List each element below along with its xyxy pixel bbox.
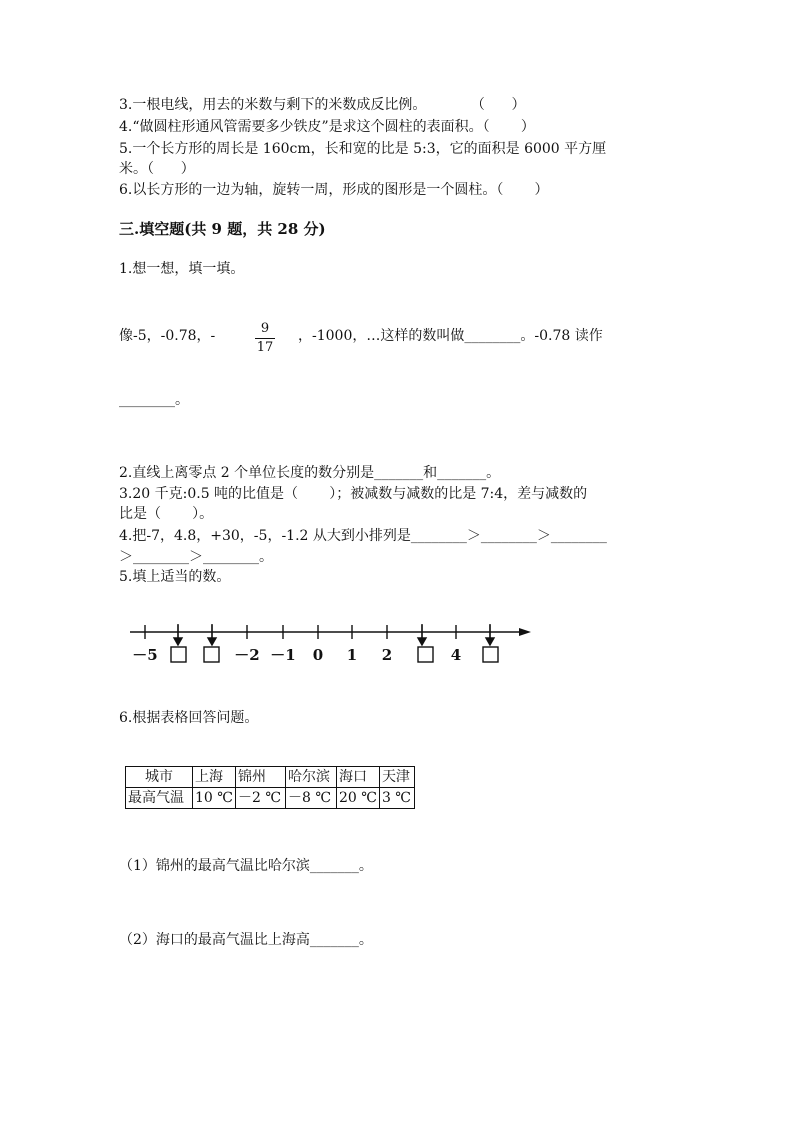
table-cell: 10 ℃ [193,788,236,809]
down-arrow-icons [174,624,494,645]
number-line-label: 2 [381,646,393,664]
table-row [126,788,415,809]
table-cell: 哈尔滨 [286,767,337,788]
number-line-label: －1 [270,646,296,664]
number-line-label: －5 [132,646,158,664]
answer-box[interactable] [483,647,498,662]
fraction-numerator: 9 [260,321,270,336]
table-cell: －2 ℃ [236,788,286,809]
fraction-denominator: 17 [256,340,274,355]
table-cell: 20 ℃ [337,788,380,809]
q6-sub1: （1）锦州的最高气温比哈尔滨_______。 [119,858,373,874]
table-cell: 城市 [126,767,193,788]
table-cell: 天津 [379,767,414,788]
down-arrow-icon [174,624,182,645]
q3-line1: 3.20 千克:0.5 吨的比值是（ ）；被减数与减数的比是 7:4，差与减数的 [119,486,588,502]
q6-title: 6.根据表格回答问题。 [119,710,259,726]
q6-sub2: （2）海口的最高气温比上海高_______。 [119,932,373,948]
judge-item-6: 6.以长方形的一边为轴，旋转一周，形成的图形是一个圆柱。（ ） [119,182,549,198]
number-line-label: －2 [234,646,260,664]
judge-item-3: 3.一根电线，用去的米数与剩下的米数成反比例。 （ ） [119,97,526,113]
q1-line-part1: 像-5，-0.78，- [119,328,216,344]
q1-line-part2: ，-1000，…这样的数叫做________。-0.78 读作 [298,328,603,344]
q3-line2: 比是（ ）。 [119,506,214,522]
q2-text: 2.直线上离零点 2 个单位长度的数分别是_______和_______。 [119,465,501,481]
table-cell: 最高气温 [126,788,193,809]
number-line [0,620,794,680]
section-heading: 三.填空题(共 9 题，共 28 分) [119,220,326,238]
q1-title: 1.想一想，填一填。 [119,261,245,277]
fraction-bar [255,338,275,339]
down-arrow-icon [418,624,426,645]
judge-item-4: 4.“做圆柱形通风管需要多少铁皮”是求这个圆柱的表面积。（ ） [119,119,535,135]
q4-line1: 4.把-7，4.8，+30，-5，-1.2 从大到小排列是________＞________＞________ [119,528,607,544]
down-arrow-icon [486,624,494,645]
judge-item-5-cont: 米。（ ） [119,161,195,177]
table-cell: 锦州 [236,767,286,788]
answer-box[interactable] [204,647,219,662]
judge-item-5: 5.一个长方形的周长是 160cm，长和宽的比是 5:3，它的面积是 6000 平方厘 [119,141,607,157]
temperature-table [125,766,415,809]
number-line-arrowhead [519,628,531,636]
table-cell: 3 ℃ [379,788,414,809]
table-cell: 海口 [337,767,380,788]
table-header-row [126,767,415,788]
table-cell: －8 ℃ [286,788,337,809]
q1-line-cont: ________。 [119,392,189,408]
number-line-label: 0 [312,646,324,664]
down-arrow-icon [208,624,216,645]
q5-title: 5.填上适当的数。 [119,569,231,585]
number-line-label: 1 [346,646,358,664]
answer-box[interactable] [171,647,186,662]
table-cell: 上海 [193,767,236,788]
number-line-label: 4 [450,646,462,664]
answer-box[interactable] [418,647,433,662]
q4-line2: ＞________＞________。 [119,549,273,565]
q1-fraction [253,321,277,356]
